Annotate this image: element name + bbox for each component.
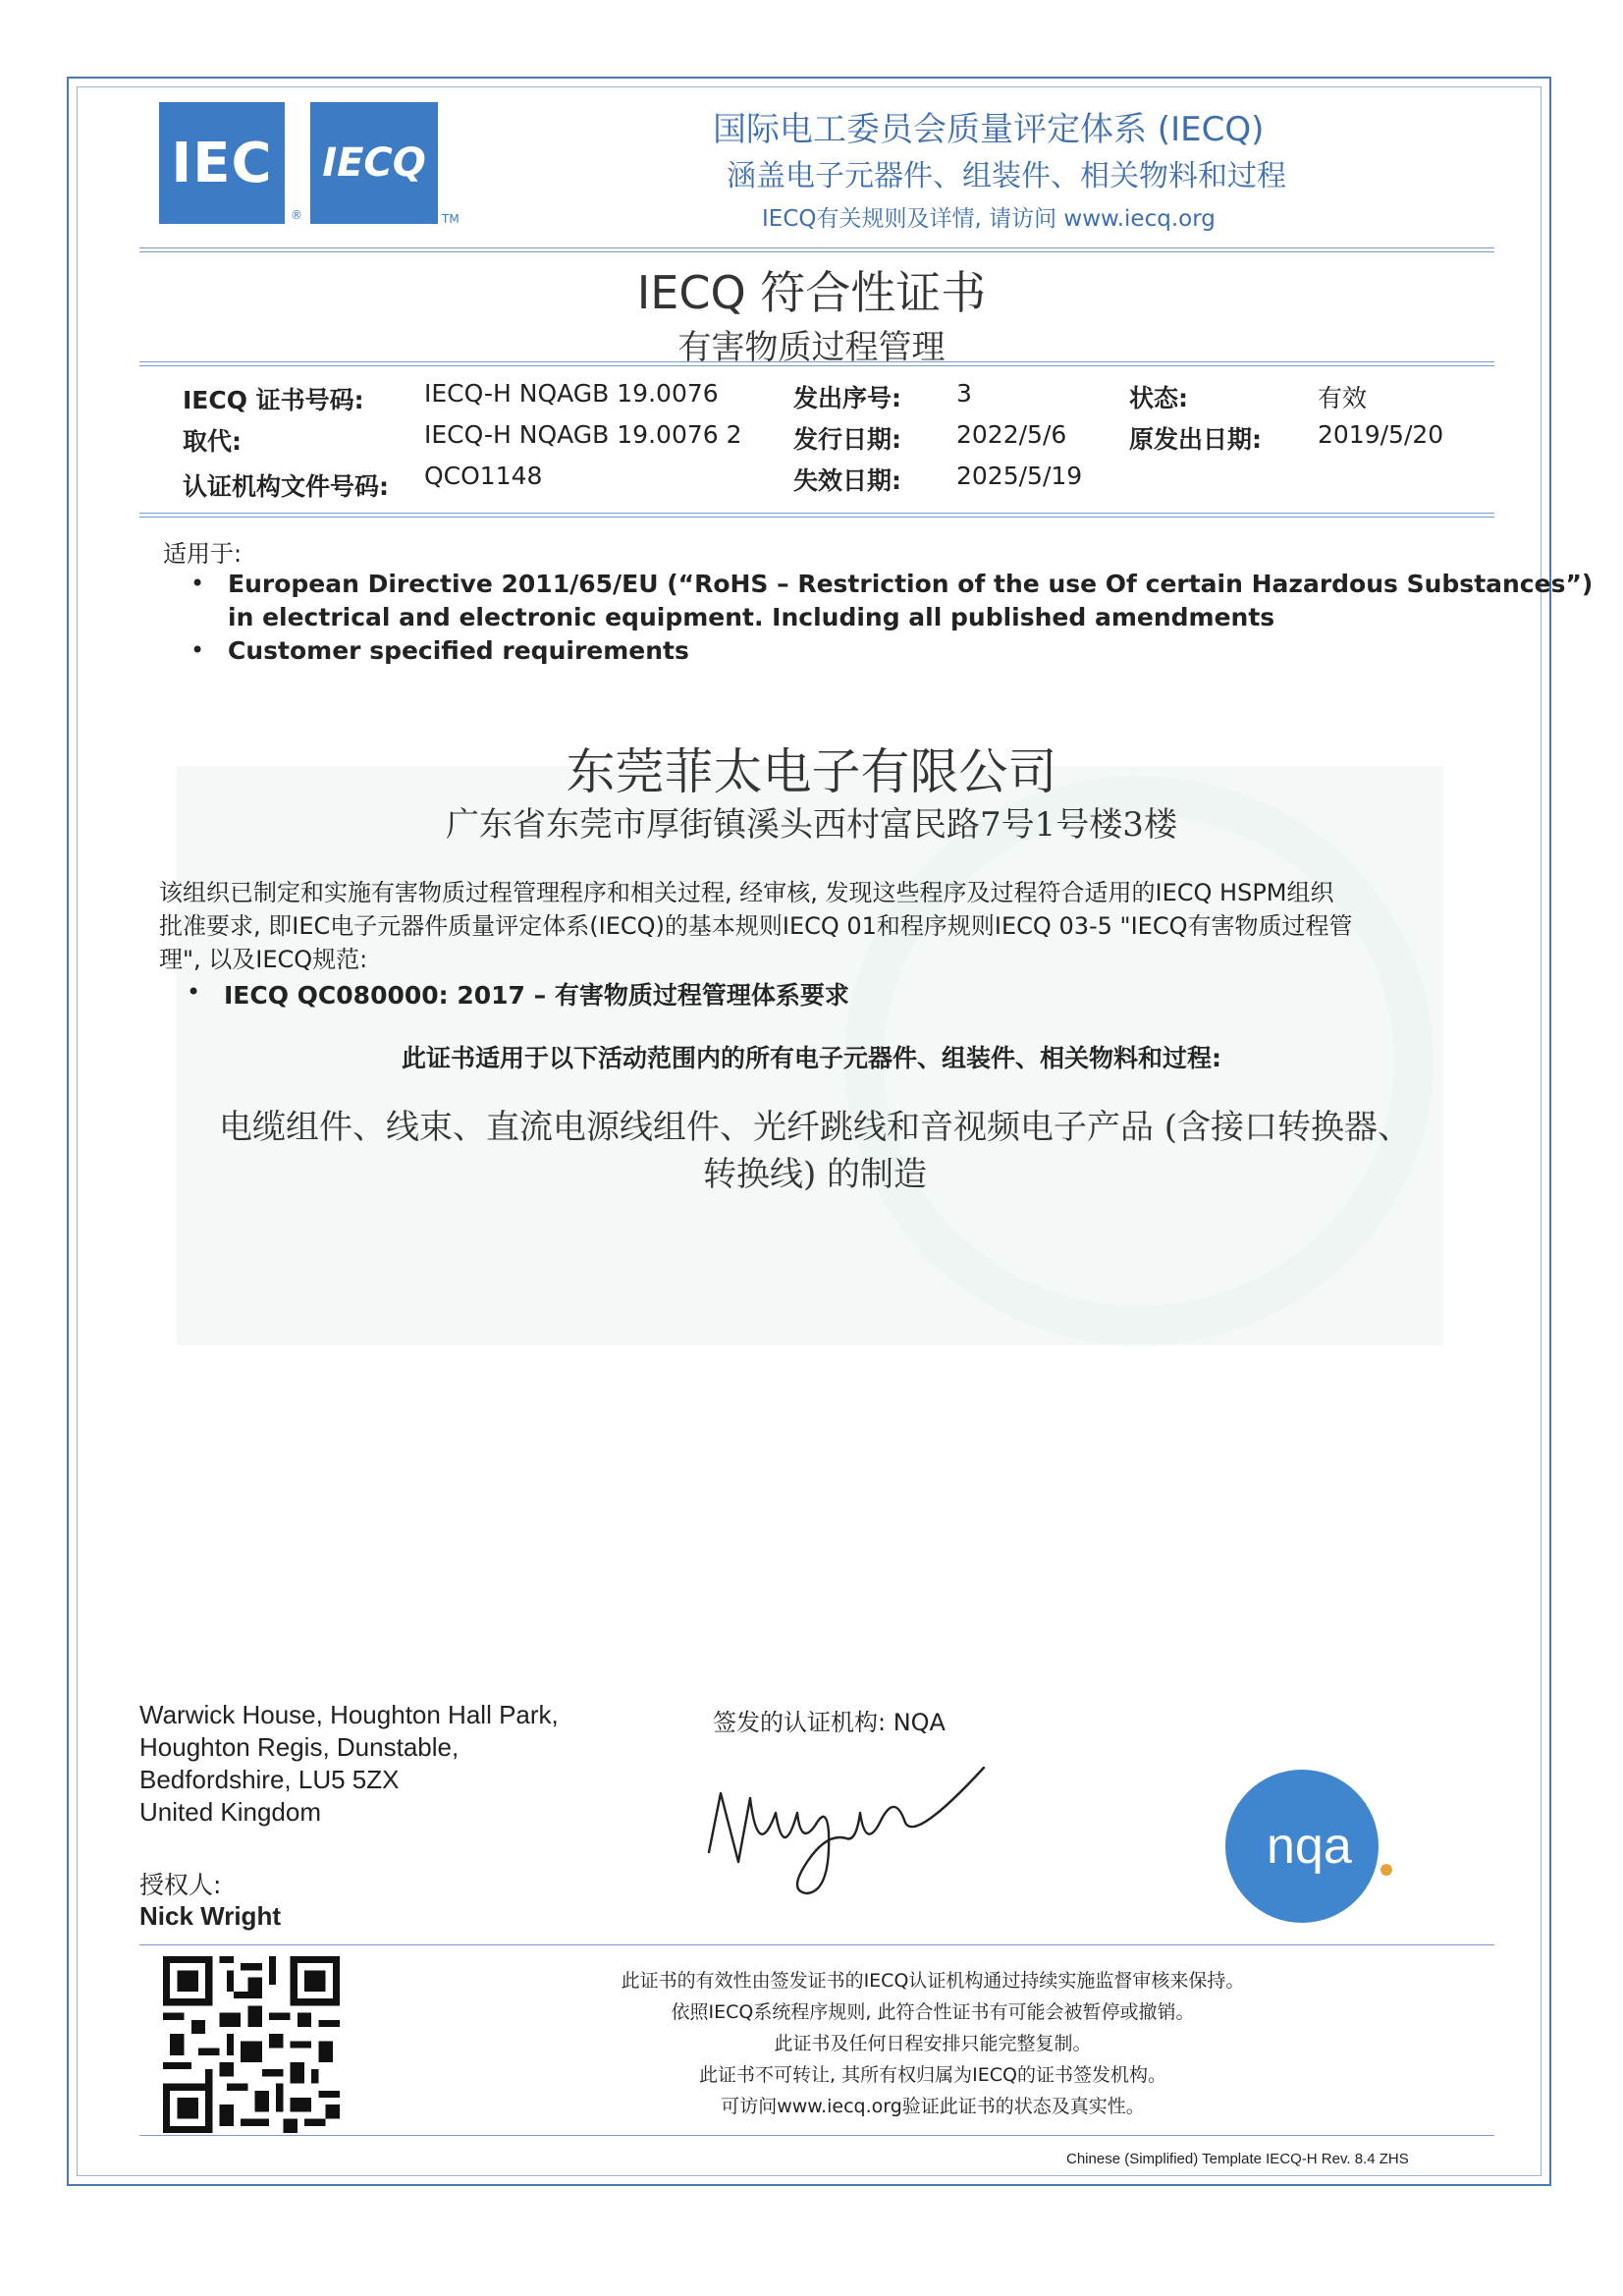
signature [699,1754,994,1901]
company-name: 东莞菲太电子有限公司 [566,743,1057,800]
iecq-logo [310,102,438,224]
header-coverage: 涵盖电子元器件、组装件、相关物料和过程 [727,159,1286,193]
divider [139,361,1494,366]
scope-heading: 此证书适用于以下活动范围内的所有电子元器件、组装件、相关物料和过程: [401,1044,1221,1072]
statement-line-1: 该组织已制定和实施有害物质过程管理程序和相关过程, 经审核, 发现这些程序及过程符合适用的IECQ HSPM组织 [159,879,1334,906]
scope-line-2: 转换线) 的制造 [702,1155,928,1194]
company-address: 广东省东莞市厚街镇溪头西村富民路7号1号楼3楼 [446,805,1177,845]
expiry-date-label: 失效日期: [793,466,901,495]
scope-text [157,1104,1473,1198]
replaces-value: IECQ-H NQAGB 19.0076 2 [424,420,742,449]
address-line: Warwick House, Houghton Hall Park, [139,1700,559,1729]
directive-line-1: European Directive 2011/65/EU (“RoHS – Restriction of the use Of certain Hazardous Substances”) [228,570,1594,598]
bullet: • [190,636,205,664]
notice-line-2: 依照IECQ系统程序规则, 此符合性证书有可能会被暂停或撤销。 [671,2001,1195,2023]
header-system-name: 国际电工委员会质量评定体系 (IECQ) [713,110,1265,149]
expiry-date: 2025/5/19 [956,462,1083,490]
original-date: 2019/5/20 [1318,420,1444,449]
address-line: Houghton Regis, Dunstable, [139,1732,460,1762]
status-value: 有效 [1318,384,1368,412]
registered-mark: ® [291,208,302,222]
certificate-title: IECQ 符合性证书 [636,266,987,319]
body-reference: QCO1148 [424,462,543,490]
replaces-label: 取代: [183,427,242,456]
template-reference: Chinese (Simplified) Template IECQ-H Rev. 8.4 ZHS [1066,2151,1409,2167]
original-date-label: 原发出日期: [1129,425,1262,454]
issue-date-label: 发行日期: [793,425,901,454]
status-label: 状态: [1129,384,1188,412]
scope-line-1: 电缆组件、线束、直流电源线组件、光纤跳线和音视频电子产品 (含接口转换器、 [218,1108,1412,1147]
body-reference-label: 认证机构文件号码: [183,472,389,501]
header-website: IECQ有关规则及详情, 请访问 www.iecq.org [762,206,1216,232]
issue-number: 3 [956,379,972,408]
statement-line-2: 批准要求, 即IEC电子元器件质量评定体系(IECQ)的基本规则IECQ 01和程序规则IECQ 03-5 "IECQ有害物质过程管 [159,912,1353,940]
qr-code[interactable] [163,1956,340,2133]
bullet: • [187,978,201,1006]
divider [139,513,1494,518]
notice-line-1: 此证书的有效性由签发证书的IECQ认证机构通过持续实施监督审核来保持。 [621,1970,1245,1992]
standard-reference: IECQ QC080000: 2017 – 有害物质过程管理体系要求 [224,981,849,1010]
notice-line-5: 可访问www.iecq.org验证此证书的状态及真实性。 [721,2096,1145,2117]
iecq-logo-text: IECQ [322,140,426,186]
bullet: • [190,570,205,597]
customer-requirements: Customer specified requirements [228,636,689,665]
applies-label: 适用于: [163,540,243,568]
issue-date: 2022/5/6 [956,420,1067,449]
notice-line-4: 此证书不可转让, 其所有权归属为IECQ的证书签发机构。 [699,2064,1166,2086]
authorized-name: Nick Wright [139,1901,281,1931]
trademark-mark: TM [442,212,460,226]
notice-line-3: 此证书及任何日程安排只能完整复制。 [774,2033,1092,2054]
nqa-logo-text: nqa [1267,1818,1352,1875]
authorized-label: 授权人: [139,1871,222,1899]
cert-number: IECQ-H NQAGB 19.0076 [424,379,719,408]
statement-line-3: 理", 以及IECQ规范: [159,946,368,973]
address-line: Bedfordshire, LU5 5ZX [139,1765,400,1794]
certificate-subtitle: 有害物质过程管理 [677,328,946,367]
directive-line-2: in electrical and electronic equipment. Including all published amendments [228,603,1275,631]
divider [139,1944,1494,1945]
divider [139,2135,1494,2136]
issuer-address [139,1699,559,1829]
iec-logo [159,102,285,224]
issue-number-label: 发出序号: [793,384,901,412]
divider [139,247,1494,252]
nqa-logo-dot [1380,1864,1392,1876]
issuing-body: 签发的认证机构: NQA [713,1709,946,1736]
iec-logo-text: IEC [171,131,273,195]
address-line: United Kingdom [139,1797,321,1827]
cert-number-label: IECQ 证书号码: [183,386,364,414]
